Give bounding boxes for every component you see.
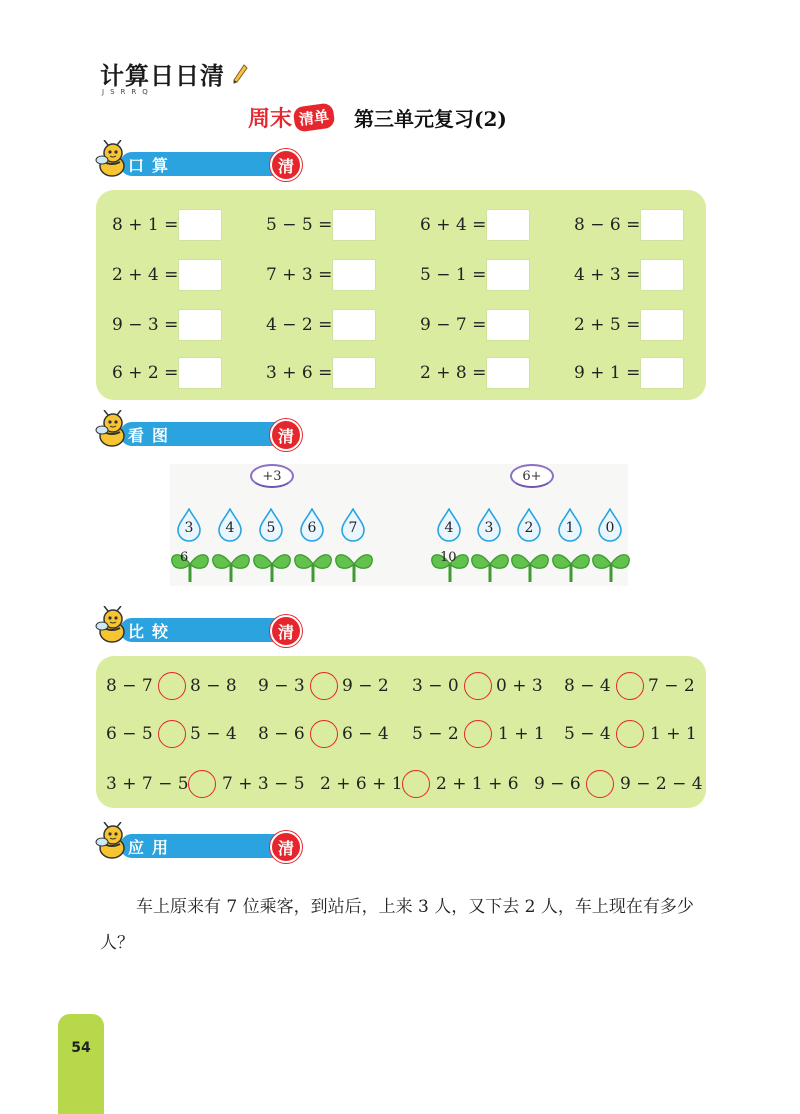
- answer-box[interactable]: [640, 357, 684, 389]
- sprout-icon: [293, 546, 333, 584]
- compare-circle[interactable]: [158, 720, 186, 748]
- water-drop: 6: [299, 508, 325, 542]
- calc-item: 7 + 3 =: [266, 258, 376, 292]
- water-drop: 7: [340, 508, 366, 542]
- water-drop: 3: [476, 508, 502, 542]
- calc-item: 6 + 2 =: [112, 356, 222, 390]
- compare-circle[interactable]: [402, 770, 430, 798]
- page-number: 54: [71, 1040, 91, 1056]
- oral-calc-grid: [98, 192, 704, 398]
- sprout-leaf: [334, 546, 374, 584]
- sprout-icon: [334, 546, 374, 584]
- answer-box[interactable]: [486, 259, 530, 291]
- section-label-application: 应用: [128, 838, 177, 857]
- compare-row: 8 − 7 8 − 8 9 − 3 9 − 2 3 − 0 0 + 3 8 − 4 7 − 2: [106, 670, 706, 702]
- title-badge: 清单: [292, 102, 335, 132]
- compare-circle[interactable]: [158, 672, 186, 700]
- calc-item: 2 + 8 =: [420, 356, 530, 390]
- sprout-leaf: [252, 546, 292, 584]
- sprout-icon: [591, 546, 631, 584]
- brand-pinyin: JSRRQ: [102, 88, 154, 96]
- calc-item: 9 − 3 =: [112, 308, 222, 342]
- sprout-icon: [510, 546, 550, 584]
- calc-item: 3 + 6 =: [266, 356, 376, 390]
- qing-badge: 清: [270, 419, 302, 451]
- answer-box[interactable]: [178, 309, 222, 341]
- sprout-leaf: [510, 546, 550, 584]
- section-header-compare: [94, 606, 294, 646]
- answer-box[interactable]: [332, 309, 376, 341]
- water-drop: 2: [516, 508, 542, 542]
- qing-badge: 清: [270, 831, 302, 863]
- compare-circle[interactable]: [188, 770, 216, 798]
- calc-item: 4 − 2 =: [266, 308, 376, 342]
- operator-oval-left: +3: [250, 464, 294, 488]
- section-header-application: [94, 822, 294, 862]
- sprout-icon: [252, 546, 292, 584]
- answer-box[interactable]: [640, 209, 684, 241]
- compare-circle[interactable]: [586, 770, 614, 798]
- answer-box[interactable]: [486, 357, 530, 389]
- sprout-icon: [470, 546, 510, 584]
- answer-box[interactable]: [178, 357, 222, 389]
- page-title: [248, 100, 507, 134]
- brand-logo: [100, 56, 225, 96]
- water-drop: 4: [436, 508, 462, 542]
- calc-item: 9 − 7 =: [420, 308, 530, 342]
- sprout-leaf: [551, 546, 591, 584]
- sprout-leaf: [170, 546, 210, 584]
- leaf-answer: 6: [180, 550, 189, 565]
- water-drop: 0: [597, 508, 623, 542]
- qing-badge: 清: [270, 149, 302, 181]
- calc-item: 5 − 1 =: [420, 258, 530, 292]
- calc-item: 2 + 4 =: [112, 258, 222, 292]
- answer-box[interactable]: [332, 209, 376, 241]
- calc-item: 5 − 5 =: [266, 208, 376, 242]
- calc-item: 6 + 4 =: [420, 208, 530, 242]
- page-number-tab: [58, 1014, 104, 1114]
- section-label-oral: 口算: [128, 156, 177, 175]
- calc-item: 4 + 3 =: [574, 258, 684, 292]
- answer-box[interactable]: [640, 309, 684, 341]
- answer-box[interactable]: [640, 259, 684, 291]
- calc-item: 8 − 6 =: [574, 208, 684, 242]
- compare-circle[interactable]: [616, 720, 644, 748]
- sprout-leaf: [591, 546, 631, 584]
- compare-row: 6 − 5 5 − 4 8 − 6 6 − 4 5 − 2 1 + 1 5 − 4 1 + 1: [106, 718, 706, 750]
- leaf-answer: 10: [440, 550, 457, 565]
- title-weekend: 周末: [248, 106, 293, 132]
- sprout-leaf: [293, 546, 333, 584]
- title-unit-review: 第三单元复习(2): [354, 106, 507, 131]
- qing-badge: 清: [270, 615, 302, 647]
- section-label-compare: 比较: [128, 622, 177, 641]
- answer-box[interactable]: [178, 259, 222, 291]
- sprout-leaf: [470, 546, 510, 584]
- compare-row: 3 + 7 − 5 7 + 3 − 5 2 + 6 + 1 2 + 1 + 6 9 − 6 9 − 2 − 4: [106, 768, 706, 800]
- compare-circle[interactable]: [464, 672, 492, 700]
- answer-box[interactable]: [332, 357, 376, 389]
- compare-circle[interactable]: [464, 720, 492, 748]
- answer-box[interactable]: [486, 309, 530, 341]
- compare-circle[interactable]: [310, 720, 338, 748]
- section-header-oral: [94, 140, 294, 180]
- sprout-icon: [170, 546, 210, 584]
- sprout-leaf: [430, 546, 470, 584]
- calc-item: 9 + 1 =: [574, 356, 684, 390]
- answer-box[interactable]: [332, 259, 376, 291]
- compare-circle[interactable]: [616, 672, 644, 700]
- water-drop: 4: [217, 508, 243, 542]
- answer-box[interactable]: [486, 209, 530, 241]
- answer-box[interactable]: [178, 209, 222, 241]
- sprout-icon: [211, 546, 251, 584]
- operator-oval-right: 6+: [510, 464, 554, 488]
- compare-circle[interactable]: [310, 672, 338, 700]
- section-header-picture: [94, 410, 294, 450]
- water-drop: 1: [557, 508, 583, 542]
- section-label-picture: 看图: [128, 426, 177, 445]
- calc-item: 2 + 5 =: [574, 308, 684, 342]
- sprout-icon: [551, 546, 591, 584]
- water-drop: 3: [176, 508, 202, 542]
- water-drop: 5: [258, 508, 284, 542]
- pencil-icon: [232, 64, 248, 86]
- word-problem: 车上原来有 7 位乘客，到站后，上来 3 人，又下去 2 人，车上现在有多少人？: [100, 897, 694, 953]
- sprout-leaf: [211, 546, 251, 584]
- calc-item: 8 + 1 =: [112, 208, 222, 242]
- brand-name: 计算日日清: [100, 62, 225, 90]
